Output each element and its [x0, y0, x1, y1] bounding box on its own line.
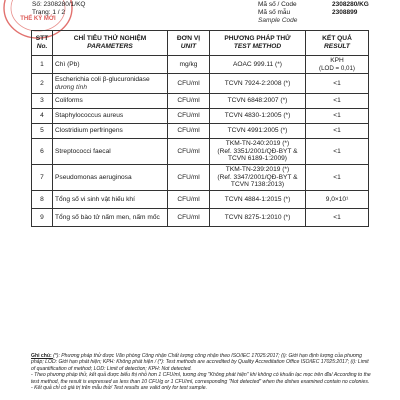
table-row	[32, 165, 369, 191]
note-line	[31, 385, 373, 391]
result-cell	[306, 139, 369, 165]
parameter-cell	[53, 109, 168, 124]
table-row	[32, 109, 369, 124]
parameter-name: Clostridium perfringens	[55, 127, 123, 135]
header-line: Số: 2308280/1/KQ	[32, 1, 86, 8]
column-header-vi: PHƯƠNG PHÁP THỬ	[224, 35, 291, 43]
table-row	[32, 209, 369, 227]
method-cell	[210, 56, 306, 74]
parameter-cell	[53, 139, 168, 165]
row-number: 9	[32, 209, 53, 227]
unit-cell: CFU/ml	[168, 124, 210, 139]
table-row	[32, 94, 369, 109]
sample-code-label: Mã số mẫu	[258, 9, 291, 16]
method-cell	[210, 94, 306, 109]
table-row	[32, 124, 369, 139]
method-cell	[210, 74, 306, 94]
method-line: TCVN 4991:2005 (*)	[227, 127, 288, 135]
sample-code-sub: Sample Code	[258, 17, 298, 24]
unit-cell: mg/kg	[168, 56, 210, 74]
result-cell	[306, 56, 369, 74]
column-header	[210, 31, 306, 56]
report-header-right	[258, 1, 369, 25]
method-line: TCVN 7138:2013)	[230, 181, 285, 189]
parameter-cell	[53, 209, 168, 227]
unit-cell: CFU/ml	[168, 165, 210, 191]
result-value: <1	[333, 147, 341, 155]
column-header-vi: ĐƠN VỊ	[176, 35, 201, 43]
parameter-cell	[53, 165, 168, 191]
method-cell	[210, 109, 306, 124]
row-number: 2	[32, 74, 53, 94]
note-line	[31, 353, 373, 372]
result-value: 9,0×10¹	[325, 195, 349, 203]
method-cell	[210, 139, 306, 165]
result-value: <1	[333, 127, 341, 135]
table-body	[32, 56, 369, 227]
table-header-row	[32, 31, 369, 56]
row-number: 6	[32, 139, 53, 165]
stamp-text: THẾ KỶ MỚI	[20, 16, 56, 22]
result-value: <1	[333, 213, 341, 221]
row-number: 1	[32, 56, 53, 74]
table-row	[32, 191, 369, 209]
method-line: TCVN 6189-1:2009)	[227, 155, 287, 163]
results-table	[31, 30, 369, 227]
row-number: 7	[32, 165, 53, 191]
parameter-name: Tổng số bào tử nấm men, nấm mốc	[55, 213, 160, 221]
method-line: (Ref. 3351/2001/QĐ-BYT &	[217, 147, 298, 155]
column-header-en: UNIT	[180, 43, 197, 50]
column-header-en: PARAMETERS	[87, 43, 133, 50]
parameter-cell	[53, 94, 168, 109]
unit-cell: CFU/ml	[168, 109, 210, 124]
result-cell	[306, 74, 369, 94]
parameter-name: Chì (Pb)	[55, 60, 80, 68]
sample-code-value: 2308899	[332, 9, 358, 16]
parameter-cell	[53, 56, 168, 74]
result-cell	[306, 191, 369, 209]
header-line: Trang: 1 / 2	[32, 9, 65, 16]
method-cell	[210, 191, 306, 209]
unit-cell: CFU/ml	[168, 94, 210, 109]
report-code-label: Mã số / Code	[258, 1, 297, 8]
row-number: 8	[32, 191, 53, 209]
column-header-en: RESULT	[324, 43, 350, 50]
column-header-en: No.	[36, 43, 48, 50]
note-text: - Kết quả chỉ có giá trị trên mẫu thử/ Test results are valid only for test sample.	[31, 385, 208, 392]
method-cell	[210, 209, 306, 227]
result-cell	[306, 165, 369, 191]
result-cell	[306, 209, 369, 227]
parameter-name: Coliforms	[55, 97, 83, 105]
method-line: TCVN 4884-1:2015 (*)	[224, 195, 291, 203]
column-header	[32, 31, 53, 56]
method-line: TCVN 8275-1:2010 (*)	[224, 213, 291, 221]
column-header	[53, 31, 168, 56]
report-notes	[31, 353, 373, 391]
result-cell	[306, 94, 369, 109]
method-line: TKM-TN-239:2019 (*)	[225, 166, 290, 174]
notes-heading: Ghi chú:	[31, 353, 54, 359]
table-row	[32, 139, 369, 165]
result-value: <1	[333, 97, 341, 105]
row-number: 3	[32, 94, 53, 109]
column-header-en: TEST METHOD	[233, 43, 282, 50]
method-line: TCVN 7924-2:2008 (*)	[224, 79, 291, 87]
note-text: - Theo phương pháp thử, kết quả được biểu thị nhỏ hơn 1 CFU/ml, tương ứng "Không phát hiện" khi không có khuẩn lạc mọc trên đĩa/ According to the test method, the result is expressed as less than 10 CFU/g or 1 CFU/ml, corresponding "Not detected" when the dishes examined contain no colonies.	[31, 372, 371, 385]
result-limit: (LOD = 0,01)	[319, 64, 355, 72]
report-code-value: 2308280/KG	[332, 1, 369, 8]
method-line: AOAC 999.11 (*)	[233, 60, 282, 68]
report-header-left	[32, 1, 86, 17]
parameter-name: Escherichia coli β-glucuronidase	[55, 75, 150, 83]
parameter-cell	[53, 191, 168, 209]
note-line	[31, 372, 373, 385]
result-cell	[306, 109, 369, 124]
method-line: TKM-TN-240:2019 (*)	[225, 140, 290, 148]
unit-cell: CFU/ml	[168, 209, 210, 227]
method-line: TCVN 6848:2007 (*)	[227, 97, 288, 105]
unit-cell: CFU/ml	[168, 139, 210, 165]
note-text: (*): Phương pháp thử được Văn phòng Công nhận Chất lượng công nhận theo ISO/IEC 17025:2017; (i): Giới hạn định lượng của phương pháp; LOD: Giới hạn phát hiện; KPH: Không phát hiện / (*): Test methods are accredited by Quality Accreditation Office ISO/IEC 17025:2017; (i): Limit of quantification of method; LOD: Limit of detection; KPH: Not detected.	[31, 353, 369, 372]
parameter-name: Streptococci faecal	[55, 147, 111, 155]
column-header-vi: KẾT QUẢ	[322, 35, 352, 43]
result-value: <1	[333, 112, 341, 120]
parameter-name-line2: dương tính	[55, 83, 87, 91]
column-header	[306, 31, 369, 56]
parameter-name: Tổng số vi sinh vật hiếu khí	[55, 195, 135, 203]
column-header-vi: STT	[35, 35, 49, 43]
result-value: KPH	[330, 56, 344, 64]
parameter-cell	[53, 124, 168, 139]
row-number: 4	[32, 109, 53, 124]
column-header	[168, 31, 210, 56]
column-header-vi: CHỈ TIÊU THỬ NGHIỆM	[73, 35, 147, 43]
result-value: <1	[333, 79, 341, 87]
unit-cell: CFU/ml	[168, 74, 210, 94]
unit-cell: CFU/ml	[168, 191, 210, 209]
result-value: <1	[333, 173, 341, 181]
table-row	[32, 56, 369, 74]
method-cell	[210, 124, 306, 139]
row-number: 5	[32, 124, 53, 139]
result-cell	[306, 124, 369, 139]
parameter-name: Staphylococcus aureus	[55, 112, 124, 120]
table-row	[32, 74, 369, 94]
parameter-name: Pseudomonas aeruginosa	[55, 173, 132, 181]
parameter-cell	[53, 74, 168, 94]
method-line: (Ref. 3347/2001/QĐ-BYT &	[217, 173, 298, 181]
method-cell	[210, 165, 306, 191]
method-line: TCVN 4830-1:2005 (*)	[224, 112, 291, 120]
